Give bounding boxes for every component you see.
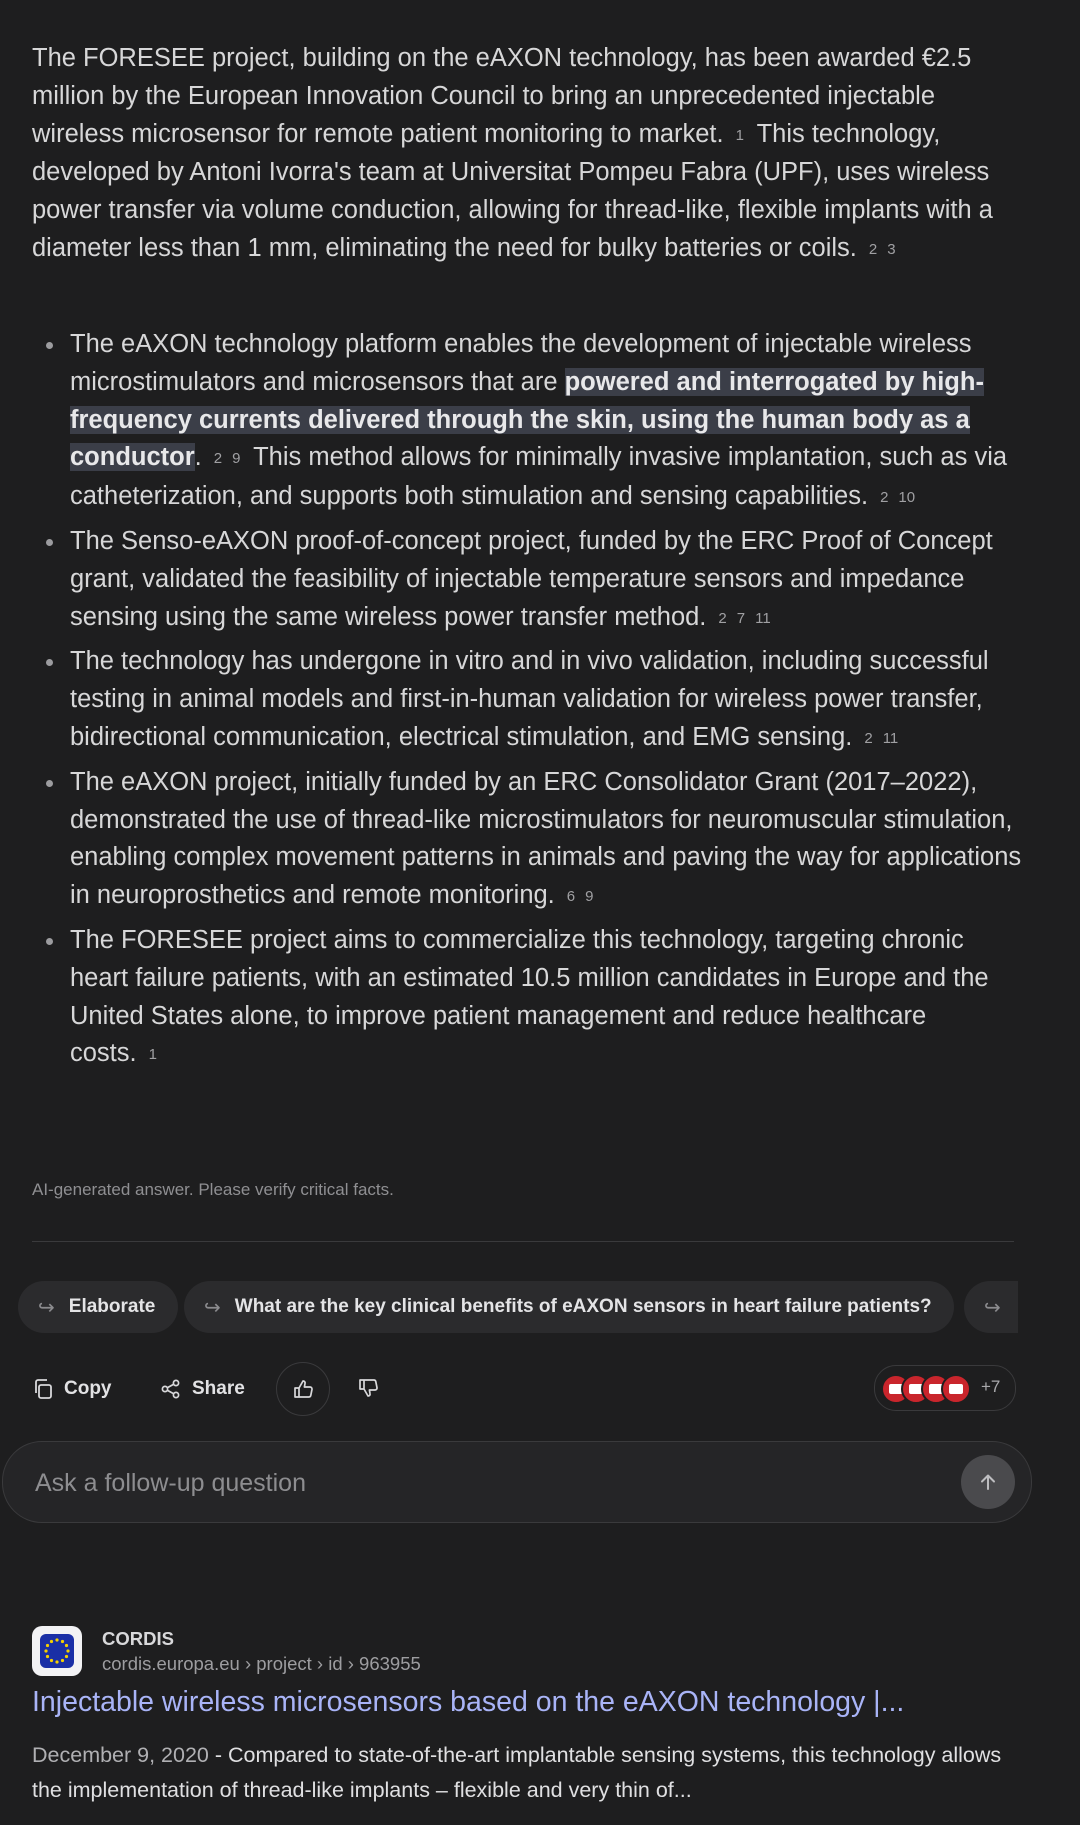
follow-up-input[interactable] — [33, 1464, 937, 1502]
thumbs-up-icon — [292, 1378, 314, 1400]
result-date: December 9, 2020 — [32, 1743, 209, 1767]
result-site-name: CORDIS — [102, 1628, 174, 1649]
suggestion-chip-elaborate[interactable] — [18, 1281, 178, 1333]
thumbs-up-button[interactable] — [276, 1362, 330, 1416]
divider — [32, 1241, 1014, 1242]
citation-marker[interactable]: 7 — [736, 609, 746, 627]
suggestion-chips — [18, 1281, 1018, 1333]
bullet-text: . — [194, 443, 202, 472]
follow-up-arrow-icon: ↪ — [38, 1296, 55, 1319]
result-snippet-text: Compared to state-of-the-art implantable sensing systems, this technology allows the implementation of thread-like implants – flexible and very thin of... — [32, 1743, 1002, 1802]
result-title-link[interactable]: Injectable wireless microsensors based on the eAXON technology |... — [32, 1686, 905, 1718]
citation-marker[interactable]: 2 — [718, 609, 727, 627]
citation-marker[interactable]: 9 — [585, 888, 594, 906]
suggestion-label: What are the key clinical benefits of eAXON sensors in heart failure patients? — [234, 1296, 932, 1317]
citation-marker[interactable]: 2 — [213, 450, 223, 468]
citation-marker[interactable]: 1 — [735, 126, 744, 144]
ai-disclaimer: AI-generated answer. Please verify critical facts. — [32, 1180, 394, 1199]
follow-up-arrow-icon: ↪ — [984, 1296, 1001, 1319]
share-icon — [160, 1378, 182, 1400]
bullet-item — [32, 764, 1022, 916]
answer-actions-bar — [32, 1362, 1016, 1416]
citation-marker[interactable]: 3 — [887, 240, 896, 258]
bullet-item — [32, 523, 1022, 637]
suggestion-label: Elaborate — [68, 1296, 156, 1317]
highlighted-text: powered and interrogated by high-frequency currents delivered through the skin, using the human body as a conductor — [70, 367, 984, 472]
citation-marker[interactable]: 2 — [868, 240, 878, 258]
copy-label: Copy — [64, 1378, 112, 1399]
send-button[interactable] — [961, 1455, 1015, 1509]
more-sources-count: +7 — [981, 1377, 1001, 1396]
bullet-item — [32, 326, 1022, 517]
suggestion-chip-more[interactable] — [964, 1281, 1018, 1333]
share-button[interactable] — [160, 1362, 245, 1416]
citation-marker[interactable]: 6 — [566, 888, 576, 906]
arrow-up-icon — [977, 1471, 999, 1493]
citation-marker[interactable]: 10 — [898, 489, 916, 507]
citation-marker[interactable]: 11 — [755, 609, 771, 627]
result-snippet: December 9, 2020 - Compared to state-of-the-art implantable sensing systems, this technology allows the implementation of thread-like implants – flexible and very thin of... — [32, 1743, 1002, 1802]
bullet-text: This method allows for minimally invasive implantation, such as via catheterization, and supports both stimulation and sensing capabilities. — [70, 443, 1008, 511]
copy-button[interactable] — [32, 1362, 112, 1416]
source-favicon-icon — [941, 1374, 971, 1404]
bullet-text: The eAXON project, initially funded by an ERC Consolidator Grant (2017–2022), demonstrated the use of thread-like microstimulators for neuromuscular stimulation, enabling complex movement patterns in animals and paving the way for applications in neuroprosthetics and remote monitoring. — [70, 767, 1022, 910]
suggestion-chip-question[interactable] — [184, 1281, 954, 1333]
result-breadcrumb[interactable]: cordis.europa.eu › project › id › 963955 — [102, 1653, 421, 1674]
follow-up-arrow-icon: ↪ — [204, 1296, 221, 1319]
citation-marker[interactable]: 9 — [232, 450, 241, 468]
bullet-item — [32, 922, 1022, 1074]
thumbs-down-button[interactable] — [342, 1362, 394, 1414]
follow-up-box — [2, 1441, 1032, 1523]
citation-marker[interactable]: 2 — [864, 729, 873, 747]
copy-icon — [32, 1378, 54, 1400]
answer-bullet-list — [32, 326, 1022, 1080]
bullet-text: The Senso-eAXON proof-of-concept project, funded by the ERC Proof of Concept grant, validated the feasibility of injectable temperature sensors and impedance sensing using the same wireless power transfer method. — [70, 526, 993, 631]
bullet-item — [32, 643, 1022, 757]
intro-text-1: The FORESEE project, building on the eAXON technology, has been awarded €2.5 million by the European Innovation Council to bring an unprecedented injectable wireless microsensor for remote patient monitoring to market. — [32, 44, 972, 148]
sources-button[interactable] — [874, 1365, 1016, 1411]
thumbs-down-icon — [357, 1377, 379, 1399]
bullet-text: The eAXON technology platform enables the development of injectable wireless microstimulators and microsensors that are — [70, 330, 972, 396]
citation-marker[interactable]: 1 — [148, 1046, 157, 1064]
citation-marker[interactable]: 2 — [880, 489, 889, 507]
bullet-text: The technology has undergone in vitro and in vivo validation, including successful testing in animal models and first-in-human validation for wireless power transfer, bidirectional communication, electrical stimulation, and EMG sensing. — [70, 647, 989, 751]
citation-marker[interactable]: 11 — [882, 729, 899, 747]
bullet-text: The FORESEE project aims to commercialize this technology, targeting chronic heart failure patients, with an estimated 10.5 million candidates in Europe and the United States alone, to improve patient management and reduce healthcare costs. — [70, 925, 989, 1068]
cordis-logo-icon — [32, 1626, 82, 1676]
share-label: Share — [192, 1378, 245, 1399]
answer-intro-paragraph — [32, 40, 1022, 269]
intro-text-2: This technology, developed by Antoni Ivorra's team at Universitat Pompeu Fabra (UPF), uses wireless power transfer via volume conduction, allowing for thread-like, flexible implants with a diameter less than 1 mm, eliminating the need for bulky batteries or coils. — [32, 119, 993, 262]
